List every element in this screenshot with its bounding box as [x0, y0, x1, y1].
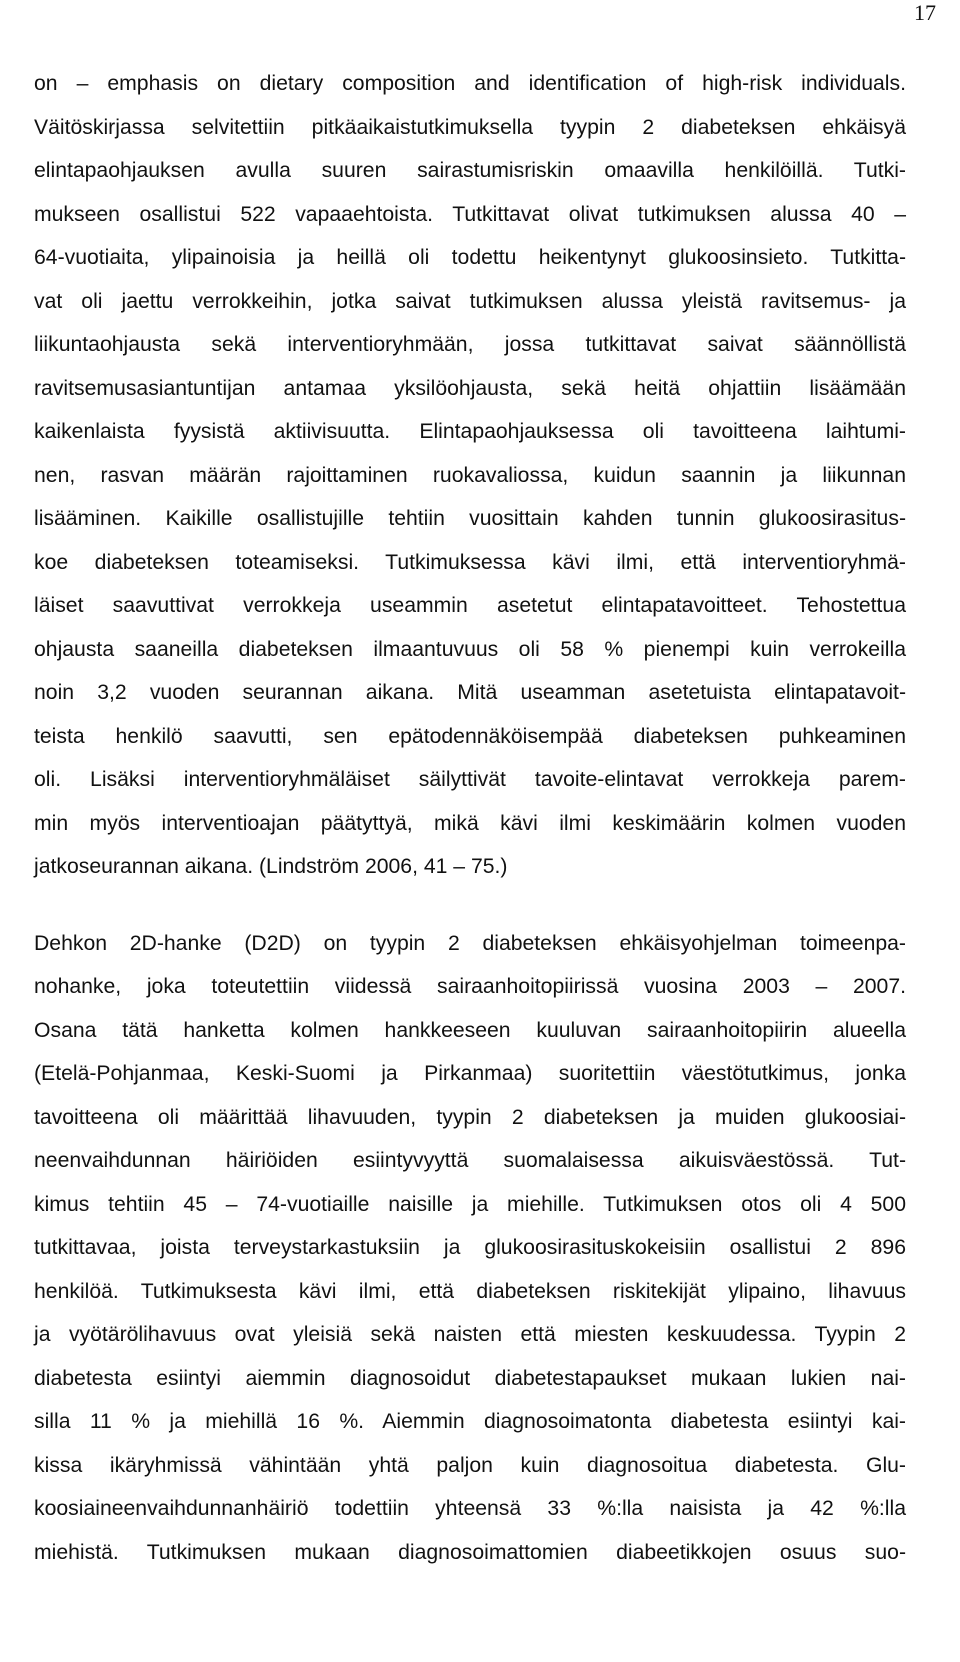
text-line: elintapaohjauksen avulla suuren sairastumisriskin omaavilla henkilöillä. Tutki- — [34, 159, 906, 182]
text-line: koe diabeteksen toteamiseksi. Tutkimuksessa kävi ilmi, että interventioryhmä- — [34, 551, 906, 574]
text-line: kaikenlaista fyysistä aktiivisuutta. Elintapaohjauksessa oli tavoitteena laihtumi- — [34, 420, 906, 443]
text-line: on – emphasis on dietary composition and identification of high-risk individuals. — [34, 72, 906, 95]
text-line: 64-vuotiaita, ylipainoisia ja heillä oli todettu heikentynyt glukoosinsieto. Tutkitta- — [34, 246, 906, 269]
text-line: lisääminen. Kaikille osallistujille tehtiin vuosittain kahden tunnin glukoosirasitus- — [34, 507, 906, 530]
text-line: neenvaihdunnan häiriöiden esiintyvyyttä suomalaisessa aikuisväestössä. Tut- — [34, 1149, 906, 1172]
text-line: läiset saavuttivat verrokkeja useammin asetetut elintapatavoitteet. Tehostettua — [34, 594, 906, 617]
text-line: min myös interventioajan päätyttyä, mikä kävi ilmi keskimäärin kolmen vuoden — [34, 812, 906, 835]
text-line: vat oli jaettu verrokkeihin, jotka saivat tutkimuksen alussa yleistä ravitsemus- ja — [34, 290, 906, 313]
text-line: nen, rasvan määrän rajoittaminen ruokavaliossa, kuidun saannin ja liikunnan — [34, 464, 906, 487]
text-line: teista henkilö saavutti, sen epätodennäköisempää diabeteksen puhkeaminen — [34, 725, 906, 748]
text-line: koosiaineenvaihdunnanhäiriö todettiin yhteensä 33 %:lla naisista ja 42 %:lla — [34, 1497, 906, 1520]
text-line: ravitsemusasiantuntijan antamaa yksilöohjausta, sekä heitä ohjattiin lisäämään — [34, 377, 906, 400]
text-line: tavoitteena oli määrittää lihavuuden, tyypin 2 diabeteksen ja muiden glukoosiai- — [34, 1106, 906, 1129]
text-line: kimus tehtiin 45 – 74-vuotiaille naisille ja miehille. Tutkimuksen otos oli 4 500 — [34, 1193, 906, 1216]
text-line: kissa ikäryhmissä vähintään yhtä paljon kuin diagnosoitua diabetesta. Glu- — [34, 1454, 906, 1477]
text-line: diabetesta esiintyi aiemmin diagnosoidut diabetestapaukset mukaan lukien nai- — [34, 1367, 906, 1390]
text-line: jatkoseurannan aikana. (Lindström 2006, 41 – 75.) — [34, 855, 508, 878]
text-line: silla 11 % ja miehillä 16 %. Aiemmin diagnosoimatonta diabetesta esiintyi kai- — [34, 1410, 906, 1433]
text-line: Väitöskirjassa selvitettiin pitkäaikaistutkimuksella tyypin 2 diabeteksen ehkäisyä — [34, 116, 906, 139]
text-line: mukseen osallistui 522 vapaaehtoista. Tutkittavat olivat tutkimuksen alussa 40 – — [34, 203, 906, 226]
text-line: (Etelä-Pohjanmaa, Keski-Suomi ja Pirkanmaa) suoritettiin väestötutkimus, jonka — [34, 1062, 906, 1085]
text-line: Osana tätä hanketta kolmen hankkeeseen kuuluvan sairaanhoitopiirin alueella — [34, 1019, 906, 1042]
text-line: ja vyötärölihavuus ovat yleisiä sekä naisten että miesten keskuudessa. Tyypin 2 — [34, 1323, 906, 1346]
text-line: ohjausta saaneilla diabeteksen ilmaantuvuus oli 58 % pienempi kuin verrokeilla — [34, 638, 906, 661]
page-number: 17 — [914, 0, 936, 25]
text-line: miehistä. Tutkimuksen mukaan diagnosoimattomien diabeetikkojen osuus suo- — [34, 1541, 906, 1564]
text-line: nohanke, joka toteutettiin viidessä sairaanhoitopiirissä vuosina 2003 – 2007. — [34, 975, 906, 998]
text-line: noin 3,2 vuoden seurannan aikana. Mitä useamman asetetuista elintapatavoit- — [34, 681, 906, 704]
text-line: Dehkon 2D-hanke (D2D) on tyypin 2 diabeteksen ehkäisyohjelman toimeenpa- — [34, 932, 906, 955]
text-line: tutkittavaa, joista terveystarkastuksiin ja glukoosirasituskokeisiin osallistui 2 896 — [34, 1236, 906, 1259]
text-line: oli. Lisäksi interventioryhmäläiset säilyttivät tavoite-elintavat verrokkeja parem- — [34, 768, 906, 791]
text-line: liikuntaohjausta sekä interventioryhmään, jossa tutkittavat saivat säännöllistä — [34, 333, 906, 356]
text-line: henkilöä. Tutkimuksesta kävi ilmi, että diabeteksen riskitekijät ylipaino, lihavuus — [34, 1280, 906, 1303]
